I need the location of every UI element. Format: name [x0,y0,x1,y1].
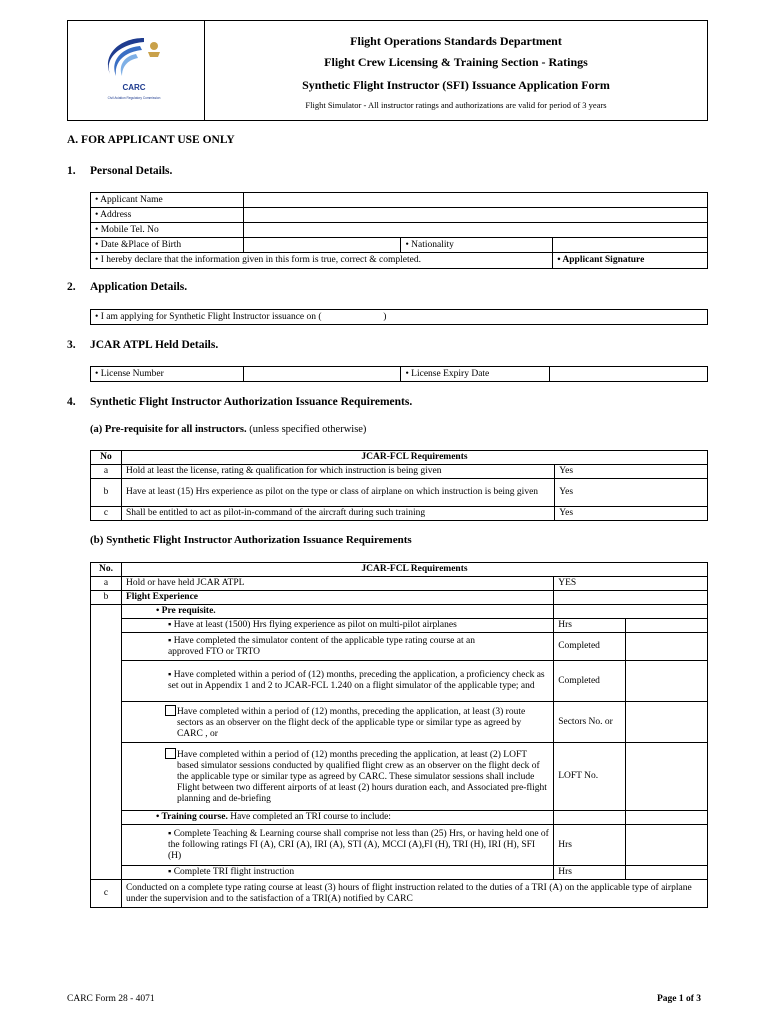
empty-cell [626,825,708,866]
route-sectors-text: Have completed within a period of (12) months, preceding the application, at least (3) route sectors as an observer on the flight deck of the applicable type or similar type as agreed by CARC , or [176,706,526,739]
sfi-row-text-a: Hold or have held JCAR ATPL [121,577,553,591]
sfi-row-no-c: c [91,880,122,908]
training-item-value[interactable]: Hrs [554,825,626,866]
req-item: ▪ Have completed the simulator content of the applicable type rating course at an approved FTO or TRTO [121,633,553,661]
empty-cell [626,811,708,825]
application-table [90,309,708,325]
mobile-label: • Mobile Tel. No [91,223,244,238]
nationality-label: • Nationality [401,238,553,253]
personal-details-num: 1. [67,165,76,177]
logo-text: CARC [122,83,146,92]
empty-cell [626,661,708,702]
applicant-signature-label[interactable]: • Applicant Signature [553,253,708,269]
sfi-row-text-c: Conducted on a complete type rating course at least (3) hours of flight instruction related to the duties of a TRI (A) on the applicable type of airplane under the supervision and to the satisfaction of a TRI(A) notified by CARC [121,880,707,908]
sfi-no-header: No. [91,563,122,577]
license-expiry-field[interactable] [550,367,708,382]
prereq-label: (a) Pre-requisite for all instructors. [90,424,247,435]
req-item-value[interactable]: LOFT No. [554,743,626,811]
training-course-row [121,811,553,825]
license-number-field[interactable] [243,367,401,382]
sfi-issuance-heading: (b) Synthetic Flight Instructor Authorization Issuance Requirements [90,534,412,546]
empty-cell [554,605,708,619]
route-sectors-checkbox[interactable] [165,705,176,716]
prereq-row-text: Hold at least the license, rating & qualification for which instruction is being given [121,465,554,479]
license-table [90,366,708,382]
prereq-row-no: b [91,479,122,507]
prereq-row-text: Shall be entitled to act as pilot-in-command of the aircraft during such training [121,507,554,521]
prereq-req-header: JCAR-FCL Requirements [121,451,707,465]
empty-cell [626,633,708,661]
prereq-row-value[interactable]: Yes [555,465,708,479]
sfi-requirements-table [90,562,708,908]
dob-label: • Date &Place of Birth [91,238,244,253]
req-item-value[interactable]: Hrs [554,619,626,633]
prereq-heading [90,424,366,435]
validity-note: Flight Simulator - All instructor ratings and authorizations are valid for period of 3 years [305,100,607,110]
address-label: • Address [91,208,244,223]
atpl-heading: JCAR ATPL Held Details. [90,339,219,351]
prereq-table [90,450,708,521]
prerequisite-label: • Pre requisite. [121,605,553,619]
req-item: ▪ Have completed within a period of (12) months, preceding the application, a proficiency check as set out in Appendix 1 and 2 to JCAR-FCL 1.240 on a flight simulator of the applicable type; and [121,661,553,702]
prereq-note: (unless specified otherwise) [246,424,367,435]
personal-details-heading: Personal Details. [90,165,173,177]
mobile-field[interactable] [243,223,707,238]
application-details-heading: Application Details. [90,281,188,293]
empty-cell [626,702,708,743]
applicant-name-field[interactable] [243,193,707,208]
flight-experience-label: Flight Experience [121,591,553,605]
license-number-label: • License Number [91,367,244,382]
empty-cell [626,866,708,880]
sfi-req-num: 4. [67,396,76,408]
loft-sessions-checkbox[interactable] [165,748,176,759]
dob-field[interactable] [243,238,401,253]
req-item-route-sectors [121,702,553,743]
address-field[interactable] [243,208,707,223]
department-title: Flight Operations Standards Department [350,34,562,48]
section-a-heading: A. FOR APPLICANT USE ONLY [67,134,235,146]
training-course-text: Have completed an TRI course to include: [227,812,391,822]
page-number: Page 1 of 3 [656,994,701,1004]
empty-cell [91,605,122,880]
license-expiry-label: • License Expiry Date [401,367,550,382]
section-title: Flight Crew Licensing & Training Section - Ratings [324,55,588,69]
declaration-text: • I hereby declare that the information given in this form is true, correct & completed. [91,253,553,269]
prereq-row-no: a [91,465,122,479]
loft-sessions-text: Have completed within a period of (12) months preceding the application, at least (2) LOFT based simulator sessions conducted by qualified flight crew as an observer on the flight deck of the applicable type or similar type as agreed by CARC. These simulator sessions shall include Flight between two different airports of at least (2) hours duration each, and Associated pre-flight planning and de-briefing [176,750,547,804]
req-item-value[interactable]: Sectors No. or [554,702,626,743]
empty-cell [626,743,708,811]
prereq-row-value[interactable]: Yes [555,479,708,507]
empty-cell [554,591,708,605]
req-item-value[interactable]: Completed [554,633,626,661]
training-course-label: • Training course. [155,812,228,822]
form-number: CARC Form 28 - 4071 [67,994,155,1004]
training-item-value[interactable]: Hrs [554,866,626,880]
nationality-field[interactable] [553,238,708,253]
sfi-row-no-a: a [91,577,122,591]
empty-cell [554,811,626,825]
req-item: ▪ Have at least (1500) Hrs flying experience as pilot on multi-pilot airplanes [121,619,553,633]
applicant-name-label: • Applicant Name [91,193,244,208]
atpl-num: 3. [67,339,76,351]
sfi-row-no-b: b [91,591,122,605]
prereq-row-text: Have at least (15) Hrs experience as pilot on the type or class of airplane on which instruction is being given [121,479,554,507]
sfi-req-heading: Synthetic Flight Instructor Authorization Issuance Requirements. [90,396,413,408]
personal-details-table [90,192,708,269]
prereq-no-header: No [91,451,122,465]
carc-logo [84,30,184,102]
application-details-num: 2. [67,281,76,293]
applying-statement[interactable]: • I am applying for Synthetic Flight Instructor issuance on ( ) [91,310,708,325]
req-item-value[interactable]: Completed [554,661,626,702]
empty-cell [626,619,708,633]
sfi-row-value-a[interactable]: YES [554,577,708,591]
training-item: ▪ Complete Teaching & Learning course shall comprise not less than (25) Hrs, or having held one of the following ratings FI (A), CRI (A), IRI (A), STI (A), MCCI (A),FI (H), TRI (H), IRI (H), SFI (H) [121,825,553,866]
prereq-row-value[interactable]: Yes [555,507,708,521]
prereq-row-no: c [91,507,122,521]
carc-logo-icon [84,30,184,102]
req-item-loft [121,743,553,811]
sfi-req-header: JCAR-FCL Requirements [121,563,707,577]
form-title: Synthetic Flight Instructor (SFI) Issuance Application Form [302,78,610,92]
training-item: ▪ Complete TRI flight instruction [121,866,553,880]
logo-tagline: Civil Aviation Regulatory Commission [107,96,161,100]
